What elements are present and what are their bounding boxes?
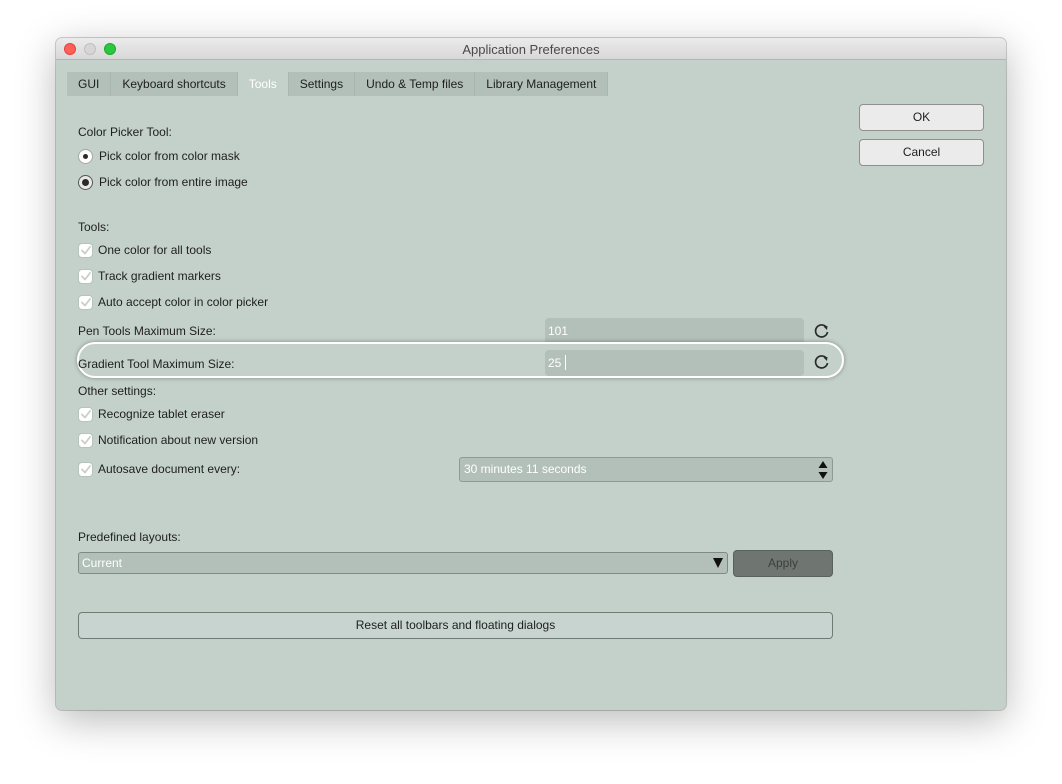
checkbox-new-version[interactable]	[78, 433, 93, 448]
tools-heading: Tools:	[78, 220, 110, 234]
predefined-layouts-select[interactable]	[78, 552, 728, 574]
cancel-button[interactable]: Cancel	[859, 139, 984, 166]
pen-max-size-value: 101	[548, 324, 569, 338]
title-bar	[56, 38, 1006, 60]
checkbox-one-color[interactable]	[78, 243, 93, 258]
checkbox-track-gradient[interactable]	[78, 269, 93, 284]
radio-dot-icon	[83, 154, 88, 159]
predefined-layouts-heading: Predefined layouts:	[78, 530, 181, 544]
pen-max-size-label: Pen Tools Maximum Size:	[78, 324, 216, 338]
refresh-icon	[812, 352, 832, 372]
text-cursor	[565, 355, 566, 370]
triangle-down-icon	[712, 557, 724, 569]
checkbox-tablet-eraser-label[interactable]: Recognize tablet eraser	[98, 407, 225, 421]
checkbox-autosave[interactable]	[78, 462, 93, 477]
radio-color-mask-label[interactable]: Pick color from color mask	[99, 149, 240, 163]
radio-color-mask[interactable]	[78, 149, 93, 164]
radio-dot-icon	[82, 179, 89, 186]
ok-button[interactable]: OK	[859, 104, 984, 131]
predefined-layouts-value: Current	[82, 556, 123, 570]
radio-entire-image[interactable]	[78, 175, 93, 190]
gradient-max-size-label: Gradient Tool Maximum Size:	[78, 357, 235, 371]
checkmark-icon	[81, 246, 91, 255]
preferences-window	[56, 38, 1006, 710]
gradient-max-size-reset-button[interactable]	[812, 352, 832, 372]
checkmark-icon	[81, 298, 91, 307]
up-down-arrows-icon[interactable]	[818, 460, 828, 480]
apply-layout-button[interactable]: Apply	[733, 550, 833, 577]
checkbox-tablet-eraser[interactable]	[78, 407, 93, 422]
checkmark-icon	[81, 465, 91, 474]
gradient-max-size-value: 25	[548, 356, 562, 370]
radio-entire-image-label[interactable]: Pick color from entire image	[99, 175, 248, 189]
other-settings-heading: Other settings:	[78, 384, 157, 398]
autosave-interval-spinbox[interactable]	[459, 457, 833, 482]
tab-gui[interactable]: GUI	[67, 72, 111, 96]
tab-undo-temp-files[interactable]: Undo & Temp files	[355, 72, 475, 96]
checkbox-auto-accept[interactable]	[78, 295, 93, 310]
checkbox-auto-accept-label[interactable]: Auto accept color in color picker	[98, 295, 269, 309]
pen-max-size-reset-button[interactable]	[812, 321, 832, 341]
checkmark-icon	[81, 436, 91, 445]
tab-settings[interactable]: Settings	[289, 72, 355, 96]
tab-library-management[interactable]: Library Management	[475, 72, 608, 96]
checkbox-autosave-label[interactable]: Autosave document every:	[98, 462, 241, 476]
color-picker-heading: Color Picker Tool:	[78, 125, 172, 139]
tab-bar	[67, 72, 608, 96]
window-title: Application Preferences	[462, 42, 600, 57]
checkbox-track-gradient-label[interactable]: Track gradient markers	[98, 269, 221, 283]
pen-max-size-input[interactable]	[545, 318, 804, 344]
checkmark-icon	[81, 410, 91, 419]
autosave-interval-value: 30 minutes 11 seconds	[464, 462, 587, 476]
tab-keyboard-shortcuts[interactable]: Keyboard shortcuts	[111, 72, 237, 96]
gradient-max-size-input[interactable]	[545, 350, 804, 376]
refresh-icon	[812, 321, 832, 341]
checkbox-one-color-label[interactable]: One color for all tools	[98, 243, 212, 257]
tab-tools[interactable]: Tools	[238, 72, 289, 96]
checkbox-new-version-label[interactable]: Notification about new version	[98, 433, 259, 447]
checkmark-icon	[81, 272, 91, 281]
reset-toolbars-button[interactable]: Reset all toolbars and floating dialogs	[78, 612, 833, 639]
